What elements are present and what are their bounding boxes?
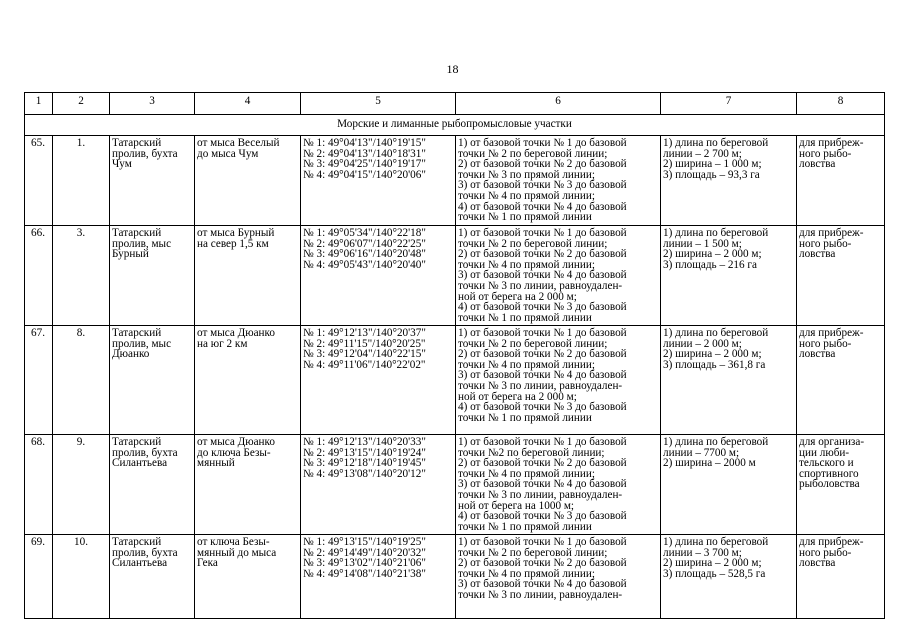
coords-cell-line: № 2: 49°13'15"/140°19'24" (303, 446, 426, 459)
column-header: 6 (456, 93, 661, 115)
coords-cell-line: № 4: 49°04'15"/140°20'06" (303, 168, 426, 181)
location-cell-line: пролив, мыс (112, 237, 172, 250)
location-cell-line: пролив, мыс (112, 337, 172, 350)
description-cell-line: 3) от базовой точки № 4 до базовой (458, 578, 627, 591)
location-cell-line: Силантьева (112, 557, 168, 570)
boundary-cell-line: от мыса Дюанко (197, 327, 275, 339)
params-cell (661, 535, 797, 619)
params-cell-line: линии – 1 500 м; (663, 237, 742, 250)
params-cell-line: 3) площадь – 93,3 га (663, 168, 760, 181)
description-cell-line: точки № 3 по прямой линии; (458, 168, 595, 181)
description-cell-line: точки № 1 по прямой линии (458, 311, 592, 324)
description-cell-line: ной от берега на 2 000 м; (458, 290, 577, 303)
description-cell-line: ной от берега на 2 000 м; (458, 390, 577, 403)
description-cell-line: точки № 4 по прямой линии; (458, 358, 595, 371)
column-header: 5 (301, 93, 456, 115)
params-cell-line: 3) площадь – 528,5 га (663, 567, 766, 580)
description-cell-line: 2) от базовой точки № 2 до базовой (458, 348, 627, 361)
purpose-cell-line: ного рыбо- (799, 546, 852, 559)
description-cell-line: точки № 1 по прямой линии (458, 211, 592, 224)
boundary-cell-line: Гека (197, 557, 218, 570)
description-cell-line: точки № 2 по береговой линии; (458, 237, 608, 250)
purpose-cell-line: ного рыбо- (799, 237, 852, 250)
boundary-cell-line: на юг 2 км (197, 337, 248, 350)
description-cell-line: ной от берега на 1000 м; (458, 499, 575, 512)
coords-cell-line: № 3: 49°12'18"/140°19'45" (303, 457, 426, 470)
column-header: 2 (53, 93, 110, 115)
description-cell-line: точки № 1 по прямой линии (458, 520, 592, 533)
row-subnumber: 8. (53, 326, 110, 435)
coords-cell-line: № 4: 49°13'08"/140°20'12" (303, 467, 426, 480)
description-cell-line: 1) от базовой точки № 1 до базовой (458, 436, 627, 448)
location-cell-line: пролив, бухта (112, 546, 178, 559)
boundary-cell-line: от мыса Веселый (197, 137, 280, 149)
description-cell-line: точки № 2 по береговой линии; (458, 546, 608, 559)
coords-cell-line: № 3: 49°04'25"/140°19'17" (303, 158, 426, 171)
coords-cell-line: № 3: 49°06'16"/140°20'48" (303, 248, 426, 261)
row-subnumber: 3. (53, 226, 110, 326)
header-row (25, 93, 885, 115)
table-row (25, 326, 885, 435)
params-cell-line: линии – 2 000 м; (663, 337, 742, 350)
boundary-cell (195, 226, 301, 326)
boundary-cell-line: до ключа Безы- (197, 446, 271, 459)
coords-cell-line: № 2: 49°04'13"/140°18'31" (303, 147, 426, 160)
coords-cell-line: № 4: 49°11'06"/140°22'02" (303, 358, 426, 371)
description-cell-line: 2) от базовой точки № 2 до базовой (458, 557, 627, 570)
description-cell-line: 4) от базовой точки № 3 до базовой (458, 401, 627, 414)
purpose-cell-line: ного рыбо- (799, 147, 852, 160)
boundary-cell-line: от мыса Дюанко (197, 436, 275, 448)
boundary-cell-line: мянный (197, 457, 235, 470)
table-row (25, 136, 885, 226)
params-cell (661, 226, 797, 326)
params-cell-line: линии – 3 700 м; (663, 546, 742, 559)
coords-cell-line: № 2: 49°06'07"/140°22'25" (303, 237, 426, 250)
row-number: 67. (25, 326, 53, 435)
description-cell-line: точки № 1 по прямой линии (458, 411, 592, 424)
section-title: Морские и лиманные рыбопромысловые участки (25, 115, 885, 136)
column-header: 7 (661, 93, 797, 115)
location-cell-line: Силантьева (112, 457, 168, 470)
purpose-cell-line: для прибреж- (799, 327, 864, 339)
table-body (25, 93, 885, 619)
column-header: 1 (25, 93, 53, 115)
coords-cell-line: № 2: 49°14'49"/140°20'32" (303, 546, 426, 559)
description-cell-line: 4) от базовой точки № 4 до базовой (458, 200, 627, 213)
description-cell-line: точки № 4 по прямой линии; (458, 258, 595, 271)
params-cell-line: 1) длина по береговой (663, 536, 769, 548)
params-cell-line: 1) длина по береговой (663, 327, 769, 339)
column-header: 3 (110, 93, 195, 115)
description-cell-line: точки № 2 по береговой линии; (458, 147, 608, 160)
description-cell-line: 1) от базовой точки № 1 до базовой (458, 536, 627, 548)
purpose-cell-line: ции люби- (799, 446, 850, 459)
description-cell-line: точки №2 по береговой линии; (458, 446, 605, 459)
coords-cell-line: № 1: 49°12'13"/140°20'33" (303, 436, 426, 448)
location-cell-line: Татарский (112, 536, 162, 548)
row-number: 69. (25, 535, 53, 619)
page-number: 18 (446, 62, 459, 76)
purpose-cell-line: ловства (799, 348, 836, 361)
coords-cell-line: № 2: 49°11'15"/140°20'25" (303, 337, 426, 350)
boundary-cell (195, 535, 301, 619)
description-cell-line: 1) от базовой точки № 1 до базовой (458, 327, 627, 339)
params-cell-line: 2) ширина – 2 000 м; (663, 348, 762, 361)
purpose-cell-line: тельского и (799, 457, 854, 470)
coords-cell (301, 226, 456, 326)
params-cell-line: 3) площадь – 216 га (663, 258, 757, 271)
purpose-cell (797, 226, 885, 326)
location-cell-line: пролив, бухта (112, 446, 178, 459)
location-cell-line: Татарский (112, 327, 162, 339)
location-cell-line: Татарский (112, 436, 162, 448)
params-cell-line: линии – 7700 м; (663, 446, 740, 459)
location-cell-line: Татарский (112, 227, 162, 239)
params-cell-line: 2) ширина – 1 000 м; (663, 158, 762, 171)
coords-cell-line: № 4: 49°14'08"/140°21'38" (303, 567, 426, 580)
coords-cell-line: № 1: 49°13'15"/140°19'25" (303, 536, 426, 548)
location-cell-line: Бурный (112, 248, 149, 261)
description-cell-line: 3) от базовой точки № 4 до базовой (458, 478, 627, 491)
boundary-cell-line: от мыса Бурный (197, 227, 275, 239)
params-cell-line: 1) длина по береговой (663, 137, 769, 149)
coords-cell-line: № 1: 49°05'34"/140°22'18" (303, 227, 426, 239)
description-cell (456, 226, 661, 326)
description-cell-line: точки № 3 по линии, равноудален- (458, 588, 623, 601)
row-number: 66. (25, 226, 53, 326)
params-cell-line: 2) ширина – 2 000 м; (663, 557, 762, 570)
params-cell-line: 1) длина по береговой (663, 436, 769, 448)
column-header: 8 (797, 93, 885, 115)
purpose-cell (797, 435, 885, 535)
purpose-cell (797, 136, 885, 226)
description-cell-line: точки № 3 по линии, равноудален- (458, 379, 623, 392)
row-number: 68. (25, 435, 53, 535)
table-row (25, 535, 885, 619)
purpose-cell-line: рыболовства (799, 478, 860, 491)
description-cell (456, 326, 661, 435)
description-cell-line: точки № 4 по прямой линии; (458, 189, 595, 202)
table-row (25, 435, 885, 535)
section-row (25, 115, 885, 136)
coords-cell-line: № 1: 49°12'13"/140°20'37" (303, 327, 426, 339)
coords-cell-line: № 3: 49°12'04"/140°22'15" (303, 348, 426, 361)
fishing-areas-table (24, 92, 885, 619)
coords-cell (301, 535, 456, 619)
description-cell-line: 2) от базовой точки № 2 до базовой (458, 158, 627, 171)
purpose-cell-line: для прибреж- (799, 137, 864, 149)
purpose-cell-line: для прибреж- (799, 227, 864, 239)
row-number: 65. (25, 136, 53, 226)
boundary-cell (195, 136, 301, 226)
location-cell (110, 326, 195, 435)
description-cell-line: 4) от базовой точки № 3 до базовой (458, 301, 627, 314)
row-subnumber: 1. (53, 136, 110, 226)
boundary-cell-line: мянный до мыса (197, 546, 277, 559)
coords-cell-line: № 1: 49°04'13"/140°19'15" (303, 137, 426, 149)
description-cell (456, 136, 661, 226)
table-row (25, 226, 885, 326)
description-cell-line: 1) от базовой точки № 1 до базовой (458, 137, 627, 149)
row-subnumber: 10. (53, 535, 110, 619)
params-cell-line: 2) ширина – 2000 м (663, 457, 756, 470)
boundary-cell-line: от ключа Безы- (197, 536, 270, 548)
purpose-cell-line: ловства (799, 158, 836, 171)
location-cell-line: Дюанко (112, 348, 150, 361)
location-cell (110, 226, 195, 326)
params-cell (661, 326, 797, 435)
coords-cell (301, 435, 456, 535)
description-cell (456, 435, 661, 535)
description-cell-line: точки № 2 по береговой линии; (458, 337, 608, 350)
description-cell-line: 2) от базовой точки № 2 до базовой (458, 248, 627, 261)
location-cell (110, 535, 195, 619)
column-header: 4 (195, 93, 301, 115)
description-cell-line: 1) от базовой точки № 1 до базовой (458, 227, 627, 239)
description-cell-line: точки № 4 по прямой линии; (458, 567, 595, 580)
description-cell-line: 4) от базовой точки № 3 до базовой (458, 510, 627, 523)
params-cell (661, 435, 797, 535)
location-cell (110, 136, 195, 226)
params-cell-line: 2) ширина – 2 000 м; (663, 248, 762, 261)
params-cell (661, 136, 797, 226)
params-cell-line: 1) длина по береговой (663, 227, 769, 239)
purpose-cell-line: ловства (799, 557, 836, 570)
description-cell (456, 535, 661, 619)
purpose-cell-line: ловства (799, 248, 836, 261)
purpose-cell-line: спортивного (799, 467, 859, 480)
params-cell-line: 3) площадь – 361,8 га (663, 358, 766, 371)
purpose-cell (797, 326, 885, 435)
description-cell-line: 3) от базовой точки № 4 до базовой (458, 369, 627, 382)
boundary-cell (195, 326, 301, 435)
boundary-cell-line: до мыса Чум (197, 147, 259, 160)
row-subnumber: 9. (53, 435, 110, 535)
description-cell-line: 3) от базовой точки № 4 до базовой (458, 269, 627, 282)
location-cell-line: Татарский (112, 137, 162, 149)
description-cell-line: 3) от базовой точки № 3 до базовой (458, 179, 627, 192)
coords-cell-line: № 3: 49°13'02"/140°21'06" (303, 557, 426, 570)
location-cell-line: Чум (112, 158, 132, 171)
coords-cell (301, 326, 456, 435)
purpose-cell-line: ного рыбо- (799, 337, 852, 350)
location-cell (110, 435, 195, 535)
description-cell-line: точки № 3 по линии, равноудален- (458, 488, 623, 501)
coords-cell-line: № 4: 49°05'43"/140°20'40" (303, 258, 426, 271)
params-cell-line: линии – 2 700 м; (663, 147, 742, 160)
coords-cell (301, 136, 456, 226)
description-cell-line: 2) от базовой точки № 2 до базовой (458, 457, 627, 470)
location-cell-line: пролив, бухта (112, 147, 178, 160)
purpose-cell-line: для прибреж- (799, 536, 864, 548)
purpose-cell (797, 535, 885, 619)
purpose-cell-line: для организа- (799, 436, 865, 448)
description-cell-line: точки № 3 по линии, равноудален- (458, 279, 623, 292)
boundary-cell (195, 435, 301, 535)
description-cell-line: точки № 4 по прямой линии; (458, 467, 595, 480)
boundary-cell-line: на север 1,5 км (197, 237, 269, 250)
